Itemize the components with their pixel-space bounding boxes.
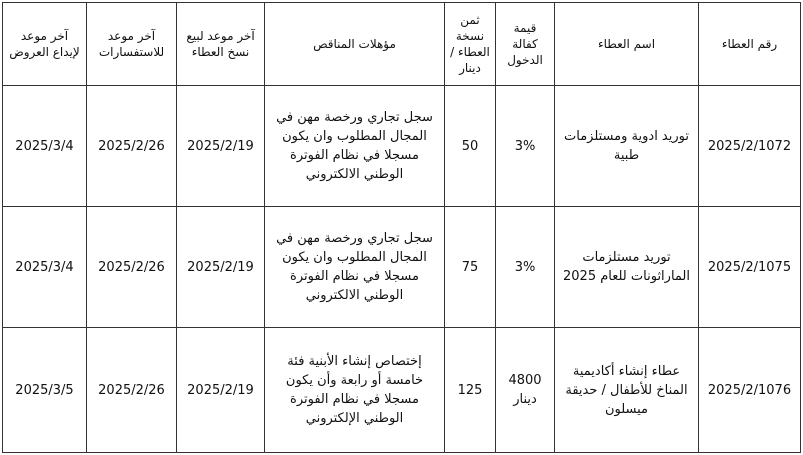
guarantee-cell: 3% bbox=[496, 86, 555, 207]
table-row bbox=[3, 86, 801, 207]
tender-no-cell: 2025/2/1075 bbox=[699, 207, 801, 328]
header-last-sale: آخر موعد لبيع نسخ العطاء bbox=[177, 3, 265, 86]
tender-no-cell: 2025/2/1076 bbox=[699, 328, 801, 453]
header-last-inquiries: آخر موعد للاستفسارات bbox=[87, 3, 177, 86]
header-row bbox=[3, 3, 801, 86]
table-row bbox=[3, 207, 801, 328]
header-tender-no: رقم العطاء bbox=[699, 3, 801, 86]
last-submission-cell: 2025/3/4 bbox=[3, 86, 87, 207]
tender-no-cell: 2025/2/1072 bbox=[699, 86, 801, 207]
tenders-table bbox=[2, 2, 801, 453]
header-guarantee: قيمة كفالة الدخول bbox=[496, 3, 555, 86]
tender-name-cell: توريد ادوية ومستلزمات طبية bbox=[555, 86, 699, 207]
qualifications-cell: سجل تجاري ورخصة مهن في المجال المطلوب وان يكون مسجلا في نظام الفوترة الوطني الالكتروني bbox=[265, 207, 445, 328]
last-sale-cell: 2025/2/19 bbox=[177, 328, 265, 453]
qualifications-cell: إختصاص إنشاء الأبنية فئة خامسة أو رابعة وأن يكون مسجلا في نظام الفوترة الوطني الإلكتروني bbox=[265, 328, 445, 453]
header-last-submission: آخر موعد لإيداع العروض bbox=[3, 3, 87, 86]
tender-name-cell: توريد مستلزمات الماراثونات للعام 2025 bbox=[555, 207, 699, 328]
guarantee-cell: 3% bbox=[496, 207, 555, 328]
table-row bbox=[3, 328, 801, 453]
copy-price-cell: 75 bbox=[445, 207, 496, 328]
guarantee-cell: 4800 دينار bbox=[496, 328, 555, 453]
last-inquiries-cell: 2025/2/26 bbox=[87, 86, 177, 207]
last-submission-cell: 2025/3/5 bbox=[3, 328, 87, 453]
last-sale-cell: 2025/2/19 bbox=[177, 207, 265, 328]
tender-name-cell: عطاء إنشاء أكاديمية المناخ للأطفال / حديقة ميسلون bbox=[555, 328, 699, 453]
last-inquiries-cell: 2025/2/26 bbox=[87, 328, 177, 453]
last-inquiries-cell: 2025/2/26 bbox=[87, 207, 177, 328]
copy-price-cell: 50 bbox=[445, 86, 496, 207]
header-qualifications: مؤهلات المناقص bbox=[265, 3, 445, 86]
header-tender-name: اسم العطاء bbox=[555, 3, 699, 86]
qualifications-cell: سجل تجاري ورخصة مهن في المجال المطلوب وان يكون مسجلا في نظام الفوترة الوطني الالكتروني bbox=[265, 86, 445, 207]
last-submission-cell: 2025/3/4 bbox=[3, 207, 87, 328]
copy-price-cell: 125 bbox=[445, 328, 496, 453]
last-sale-cell: 2025/2/19 bbox=[177, 86, 265, 207]
header-copy-price: ثمن نسخة العطاء /دينار bbox=[445, 3, 496, 86]
